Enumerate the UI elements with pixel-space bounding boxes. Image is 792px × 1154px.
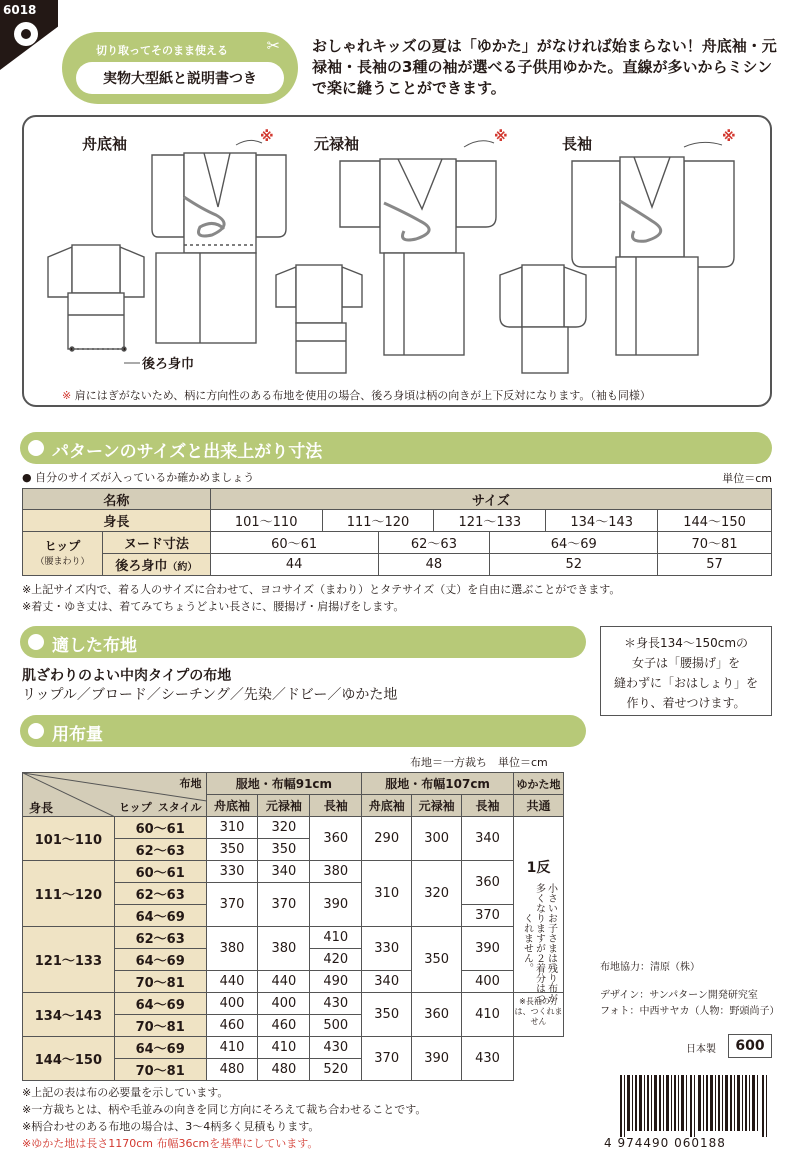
fabric-list: リップル／ブロード／シーチング／先染／ドビー／ゆかた地 <box>22 687 398 703</box>
amount-cell: 410 <box>310 927 362 949</box>
group-107: 服地・布幅107cm <box>362 773 514 795</box>
badge-line2: 実物大型紙と説明書つき <box>76 62 284 94</box>
amount-cell: 320 <box>258 817 310 839</box>
amount-hip: 62～63 <box>114 927 206 949</box>
height-label: 身長 <box>23 510 211 532</box>
box-line: 作り、着せつけます。 <box>626 696 746 710</box>
height-cell: 144～150 <box>658 510 772 532</box>
amount-hip: 60～61 <box>114 817 206 839</box>
amount-cell: 370 <box>362 1037 412 1081</box>
section-amount-title: 用布量 <box>52 725 103 745</box>
amount-cell: 300 <box>412 817 462 861</box>
amount-cell: 490 <box>310 971 362 993</box>
hip-label <box>23 532 103 576</box>
credit-fabric: 布地協力：清原（株） <box>600 962 700 973</box>
amount-cell: 310 <box>206 817 258 839</box>
product-number: 6018 <box>3 3 37 17</box>
amount-cell: 350 <box>258 839 310 861</box>
nude-label: ヌード寸法 <box>102 532 210 554</box>
amount-cell: 350 <box>206 839 258 861</box>
amount-cell: 350 <box>362 993 412 1037</box>
nude-cell: 60～61 <box>210 532 378 554</box>
fabric-amount-table <box>22 772 564 1081</box>
size-table <box>22 488 772 576</box>
col-head: 元禄袖 <box>258 795 310 817</box>
illustration-note-mark: ※ <box>62 389 72 402</box>
amount-cell: 430 <box>310 993 362 1015</box>
corner-hip: ヒップ <box>119 801 152 814</box>
section-size-header <box>20 432 772 464</box>
amount-cell: 390 <box>462 927 514 971</box>
col-head: 元禄袖 <box>412 795 462 817</box>
group-yukata: ゆかた地 <box>513 773 563 795</box>
amount-footnotes <box>22 1084 426 1152</box>
amount-hip: 60～61 <box>114 861 206 883</box>
height-cell: 111～120 <box>322 510 434 532</box>
amount-cell: 430 <box>462 1037 514 1081</box>
amount-hip: 64～69 <box>114 1037 206 1059</box>
credit-photo: フォト：中西サヤカ（人物：野頭尚子） <box>600 1006 780 1017</box>
height-cell: 134～143 <box>546 510 658 532</box>
nude-cell: 64～69 <box>490 532 658 554</box>
credit-design: デザイン：サンパターン開発研究室 <box>600 990 758 1001</box>
amount-cell: 370 <box>206 883 258 927</box>
amount-cell: 350 <box>412 927 462 993</box>
col-head: 舟底袖 <box>362 795 412 817</box>
section-bullet-icon <box>28 723 44 739</box>
section-size-title: パターンのサイズと出来上がり寸法 <box>52 442 323 462</box>
footnote: ※柄合わせのある布地の場合は、3～4柄多く見積もります。 <box>22 1120 320 1133</box>
amount-cell: 330 <box>206 861 258 883</box>
amount-cell: 330 <box>362 927 412 971</box>
funazoko-back-drawing <box>48 245 144 351</box>
size-note: ※上記サイズ内で、着る人のサイズに合わせて、ヨコサイズ（まわり）とタテサイズ（丈）を自由に選ぶことができます。 <box>22 583 621 596</box>
box-line: 縫わずに「おはしょり」を <box>613 676 758 690</box>
nude-cell: 70～81 <box>658 532 772 554</box>
amount-cell: 460 <box>206 1015 258 1037</box>
nude-cell: 62～63 <box>378 532 490 554</box>
back-cell: 44 <box>210 554 378 576</box>
box-line: ＊身長134～150cmの <box>623 636 749 650</box>
back-width-row-label <box>102 554 210 576</box>
amount-cell: 310 <box>362 861 412 927</box>
size-head-size: サイズ <box>210 489 771 510</box>
col-head: 共通 <box>513 795 563 817</box>
back-cell: 52 <box>490 554 658 576</box>
back-cell: 48 <box>378 554 490 576</box>
amount-hip: 70～81 <box>114 1015 206 1037</box>
footnote: ※上記の表は布の必要量を示しています。 <box>22 1086 229 1099</box>
corner-height: 身長 <box>29 801 54 815</box>
height-cell: 121～133 <box>434 510 546 532</box>
size-head-name: 名称 <box>23 489 211 510</box>
made-in: 日本製 <box>686 1044 716 1055</box>
amount-cell: 380 <box>258 927 310 971</box>
corner-style: スタイル <box>157 801 202 814</box>
amount-cell: 420 <box>310 949 362 971</box>
amount-cell: 380 <box>206 927 258 971</box>
corner-fabric: 布地 <box>179 777 202 790</box>
brand-logo-icon <box>14 22 38 46</box>
fabric-subtitle: 肌ざわりのよい中肉タイプの布地 <box>22 668 232 684</box>
back-width-label: 後ろ身巾 <box>142 357 195 372</box>
amount-height: 121～133 <box>23 927 115 993</box>
amount-cell: 500 <box>310 1015 362 1037</box>
sleeve-label-nagasode: 長袖 <box>562 135 593 153</box>
size-unit: 単位＝cm <box>722 472 772 485</box>
amount-cell: 290 <box>362 817 412 861</box>
nagasode-front-drawing <box>572 157 734 355</box>
hip-sub-text: （腰まわり） <box>35 556 90 567</box>
amount-hip: 70～81 <box>114 1059 206 1081</box>
section-amount-header <box>20 715 586 747</box>
badge-line1: 切り取ってそのまま使える <box>96 44 228 57</box>
yukata-common-cell <box>513 817 563 1037</box>
amount-hip: 64～69 <box>114 905 206 927</box>
amount-cell: 370 <box>462 905 514 927</box>
amount-cell: 440 <box>206 971 258 993</box>
amount-cell: 440 <box>258 971 310 993</box>
amount-height: 101～110 <box>23 817 115 861</box>
amount-height: 111～120 <box>23 861 115 927</box>
amount-cell: 480 <box>206 1059 258 1081</box>
star-mark-2: ※ <box>494 129 508 145</box>
amount-cell: 320 <box>412 861 462 927</box>
amount-height: 134～143 <box>23 993 115 1037</box>
size-check-note: ● 自分のサイズが入っているか確かめましょう <box>22 471 255 484</box>
barcode-image <box>618 1075 770 1137</box>
amount-cell: 340 <box>462 817 514 861</box>
amount-cell: 400 <box>258 993 310 1015</box>
funazoko-front-drawing <box>152 153 286 343</box>
section-bullet-icon <box>28 634 44 650</box>
back-width-sub: （約） <box>167 562 198 573</box>
price-box: 600 <box>728 1034 772 1058</box>
illustration-note-text: 肩にはぎがないため、柄に方向性のある布地を使用の場合、後ろ身頃は柄の向きが上下反対になります。（袖も同様） <box>74 389 651 402</box>
amount-hip: 62～63 <box>114 883 206 905</box>
amount-cell: 410 <box>206 1037 258 1059</box>
genroku-back-drawing <box>276 265 362 373</box>
genroku-front-drawing <box>340 159 496 355</box>
intro-text: おしゃれキッズの夏は「ゆかた」がなければ始まらない！舟底袖・元禄袖・長袖の3種の袖が選べる子供用ゆかた。直線が多いからミシンで楽に縫うことができます。 <box>312 37 777 97</box>
amount-cell: 370 <box>258 883 310 927</box>
amount-cell: 520 <box>310 1059 362 1081</box>
col-head: 長袖 <box>462 795 514 817</box>
section-fabric-header <box>20 626 586 658</box>
star-mark-1: ※ <box>260 129 274 145</box>
yukata-note2: ※長袖の方は、つくれません <box>514 992 563 1036</box>
barcode-number: 4 974490 060188 <box>604 1136 726 1150</box>
back-cell: 57 <box>658 554 772 576</box>
yukata-main: 1反 <box>526 860 551 876</box>
amount-corner-cell <box>23 773 207 817</box>
amount-cell: 390 <box>412 1037 462 1081</box>
amount-cell: 360 <box>310 817 362 861</box>
amount-cell: 360 <box>462 861 514 905</box>
col-head: 舟底袖 <box>206 795 258 817</box>
amount-cell: 410 <box>258 1037 310 1059</box>
section-fabric-title: 適した布地 <box>52 636 137 656</box>
back-width-text: 後ろ身巾 <box>115 559 168 574</box>
amount-cell: 480 <box>258 1059 310 1081</box>
amount-hip: 64～69 <box>114 949 206 971</box>
star-mark-3: ※ <box>722 129 736 145</box>
section-bullet-icon <box>28 440 44 456</box>
illustration-note <box>62 387 651 403</box>
ohashori-note-box <box>600 626 772 716</box>
hip-label-text: ヒップ <box>44 538 81 553</box>
height-cell: 101～110 <box>210 510 322 532</box>
kimono-drawings <box>24 117 770 377</box>
size-note: ※着丈・ゆき丈は、着てみてちょうどよい長さに、腰揚げ・肩揚げをします。 <box>22 600 405 613</box>
pattern-badge <box>62 32 298 104</box>
amount-cell: 390 <box>310 883 362 927</box>
sleeve-label-genroku: 元禄袖 <box>314 135 360 153</box>
footnote-red: ※ゆかた地は長さ1170cm 布幅36cmを基準にしています。 <box>22 1137 319 1150</box>
footnote: ※一方裁ちとは、柄や毛並みの向きを同じ方向にそろえて裁ち合わせることです。 <box>22 1103 427 1116</box>
size-check-text: 自分のサイズが入っているか確かめましょう <box>35 471 255 484</box>
scissors-icon: ✂ <box>266 36 280 55</box>
amount-cell: 400 <box>206 993 258 1015</box>
amount-height: 144～150 <box>23 1037 115 1081</box>
amount-hip: 62～63 <box>114 839 206 861</box>
col-head: 長袖 <box>310 795 362 817</box>
amount-cell: 430 <box>310 1037 362 1059</box>
amount-hip: 70～81 <box>114 971 206 993</box>
amount-cell: 380 <box>310 861 362 883</box>
group-91: 服地・布幅91cm <box>206 773 362 795</box>
amount-cell: 400 <box>462 971 514 993</box>
illustration-panel <box>22 115 772 407</box>
amount-cell: 340 <box>258 861 310 883</box>
amount-hip: 64～69 <box>114 993 206 1015</box>
amount-cell: 410 <box>462 993 514 1037</box>
amount-cell: 360 <box>412 993 462 1037</box>
yukata-note: 小さいお子さまは残り布が多くなりますが２着分はつくれません。 <box>521 883 557 1003</box>
nagasode-back-drawing <box>500 265 586 373</box>
sleeve-label-funazoko: 舟底袖 <box>82 135 128 153</box>
size-notes <box>22 581 620 615</box>
amount-unit: 布地＝一方裁ち 単位＝cm <box>410 756 548 769</box>
box-line: 女子は「腰揚げ」を <box>631 656 740 670</box>
amount-cell: 340 <box>362 971 412 993</box>
amount-cell: 460 <box>258 1015 310 1037</box>
